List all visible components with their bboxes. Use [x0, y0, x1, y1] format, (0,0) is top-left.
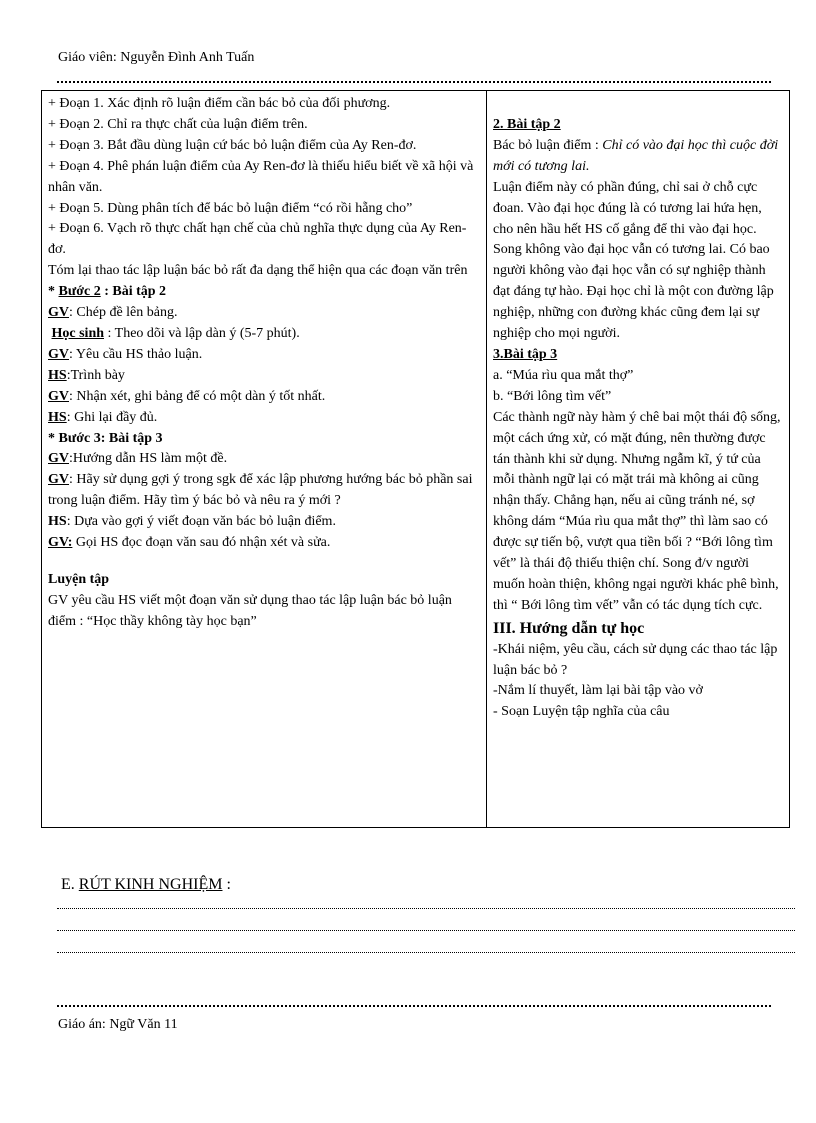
- exercise-2-claim: Bác bỏ luận điểm : Chỉ có vào đại học thì cuộc đời mới có tương lai.: [493, 137, 779, 174]
- gv-line-2: GV: Yêu cầu HS thảo luận.: [48, 346, 203, 362]
- paragraph-3: + Đoạn 3. Bắt đầu dùng luận cứ bác bỏ luận điểm của Ay Ren-đơ.: [48, 137, 417, 153]
- footer-text: Giáo án: Ngữ Văn 11: [58, 1017, 178, 1032]
- lesson-table: [41, 90, 790, 828]
- exercise-3-a: a. “Múa rìu qua mắt thợ”: [493, 367, 634, 383]
- self-study-item-3: - Soạn Luyện tập nghĩa của câu: [493, 704, 670, 720]
- gv-line-6: GV: Gọi HS đọc đoạn văn sau đó nhận xét và sửa.: [48, 535, 331, 551]
- teacher-name: Giáo viên: Nguyễn Đình Anh Tuấn: [58, 50, 255, 65]
- gv-line-5: GV: Hãy sử dụng gợi ý trong sgk để xác lập phương hướng bác bỏ phần sai trong luận điểm. Hãy tìm ý bác bỏ và nêu ra ý mới ?: [48, 472, 473, 509]
- practice-text: GV yêu cầu HS viết một đoạn văn sử dụng thao tác lập luận bác bỏ luận điểm : “Học thầy không tày học bạn”: [48, 592, 452, 629]
- hs-line-2: HS:Trình bày: [48, 367, 125, 383]
- paragraph-2: + Đoạn 2. Chỉ ra thực chất của luận điểm trên.: [48, 116, 308, 132]
- paragraph-1: + Đoạn 1. Xác định rõ luận điểm cần bác bỏ của đối phương.: [48, 96, 391, 111]
- practice-title: Luyện tập: [48, 571, 110, 587]
- exercise-2-body: Luận điểm này có phần đúng, chỉ sai ở chỗ cực đoan. Vào đại học đúng là có tương lai hứa hẹn, cho nên hầu hết HS cố gắng để thi vào đại học. Song không vào đại học vẫn có tương lai. Có bao người không vào đại học vẫn có sự nghiệp thành đạt đáng tự hào. Đại học chỉ là một con đường lập nghiệp, những con đường khác cũng đem lại sự nghiệp cho mọi người.: [493, 179, 774, 342]
- self-study-title: III. Hướng dẫn tự học: [493, 619, 645, 637]
- self-study-item-1: -Khái niệm, yêu cầu, cách sử dụng các thao tác lập luận bác bỏ ?: [493, 641, 778, 678]
- step-2-heading: * Bước 2 : Bài tập 2: [48, 284, 167, 300]
- activity-column: [42, 91, 487, 828]
- notes-line-2: [57, 930, 795, 935]
- step-3-heading: * Bước 3: Bài tập 3: [48, 430, 163, 446]
- exercise-2-title: 2. Bài tập 2: [493, 117, 561, 132]
- paragraph-4: + Đoạn 4. Phê phán luận điểm của Ay Ren-đơ là thiếu hiểu biết về xã hội và nhân văn.: [48, 158, 474, 195]
- gv-line-3: GV: Nhận xét, ghi bảng để có một dàn ý tốt nhất.: [48, 388, 326, 404]
- exercise-3-b: b. “Bới lông tìm vết”: [493, 388, 612, 404]
- notes-line-3: [57, 952, 795, 957]
- paragraph-6: + Đoạn 6. Vạch rõ thực chất hạn chế của chủ nghĩa thực dụng của Ay Ren-đơ.: [48, 221, 467, 258]
- notes-line-1: [57, 908, 795, 913]
- gv-line-1: GV: Chép đề lên bảng.: [48, 305, 178, 321]
- self-study-item-2: -Nắm lí thuyết, làm lại bài tập vào vở: [493, 683, 703, 699]
- hs-line-1: Học sinh : Theo dõi và lập dàn ý (5-7 phút).: [51, 325, 300, 341]
- hs-line-3: HS: Ghi lại đầy đủ.: [48, 409, 158, 425]
- experience-heading: E. RÚT KINH NGHIỆM :: [61, 876, 231, 893]
- paragraph-5: + Đoạn 5. Dùng phân tích để bác bỏ luận điểm “có rồi hẵng cho”: [48, 200, 413, 216]
- gv-line-4: GV:Hướng dẫn HS làm một đề.: [48, 451, 228, 467]
- content-column: [487, 91, 790, 828]
- footer-divider: [57, 1005, 771, 1011]
- summary-text: Tóm lại thao tác lập luận bác bỏ rất đa dạng thể hiện qua các đoạn văn trên: [48, 263, 468, 279]
- header-divider: [57, 81, 771, 87]
- exercise-3-body: Các thành ngữ này hàm ý chê bai một thái độ sống, một cách ứng xử, có mặt đúng, nên thường được tán thành khi sử dụng. Nhưng ngẫm kĩ, ý tứ của mỗi thành ngữ lại có mặt trái mà không ai cũng nhận thấy. Chẳng hạn, nếu ai cũng tránh né, sợ không dám “Múa rìu qua mắt thợ” thì làm sao có được sự tiến bộ, vượt qua tiền bối ? “Bới lông tìm vết” là thái độ thiếu thiện chí. Song đ/v người muốn hoàn thiện, không ngại người khác phê bình, thì “ Bới lông tìm vết” vẫn có tác dụng tích cực.: [493, 409, 781, 613]
- exercise-3-title: 3.Bài tập 3: [493, 346, 558, 362]
- hs-line-4: HS: Dựa vào gợi ý viết đoạn văn bác bỏ luận điểm.: [48, 514, 336, 530]
